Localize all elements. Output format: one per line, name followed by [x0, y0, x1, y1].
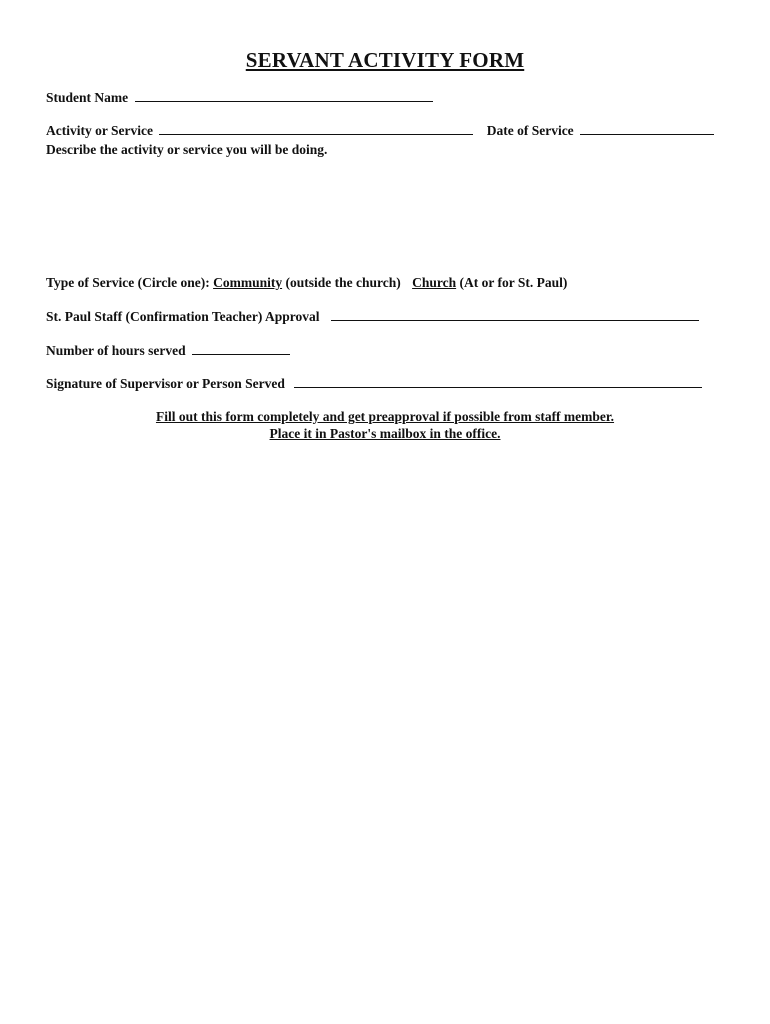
approval-row [46, 308, 699, 325]
hours-field[interactable] [192, 342, 290, 355]
hours-label: Number of hours served [46, 343, 186, 358]
community-note: (outside the church) [285, 275, 401, 290]
instruction-line-1: Fill out this form completely and get preapproval if possible from staff member. [155, 409, 615, 424]
signature-row [46, 375, 702, 392]
student-name-row [46, 89, 433, 106]
instruction-line-2: Place it in Pastor's mailbox in the office. [269, 426, 501, 441]
activity-row [46, 122, 714, 139]
signature-field[interactable] [294, 375, 702, 388]
student-name-field[interactable] [135, 89, 433, 102]
hours-row [46, 342, 290, 359]
activity-field[interactable] [159, 122, 473, 135]
option-church[interactable]: Church [412, 275, 457, 290]
signature-label: Signature of Supervisor or Person Served [46, 376, 285, 391]
describe-label: Describe the activity or service you will be doing. [46, 142, 328, 157]
type-of-service-row [46, 275, 567, 291]
type-of-service-label: Type of Service (Circle one): [46, 275, 210, 290]
date-field[interactable] [580, 122, 714, 135]
date-label: Date of Service [486, 123, 574, 138]
activity-label: Activity or Service [46, 123, 153, 138]
student-name-label: Student Name [46, 90, 129, 105]
approval-field[interactable] [331, 308, 699, 321]
approval-label: St. Paul Staff (Confirmation Teacher) Approval [46, 309, 320, 324]
option-community[interactable]: Community [213, 275, 283, 290]
form-title: SERVANT ACTIVITY FORM [245, 48, 525, 72]
church-note: (At or for St. Paul) [459, 275, 568, 290]
